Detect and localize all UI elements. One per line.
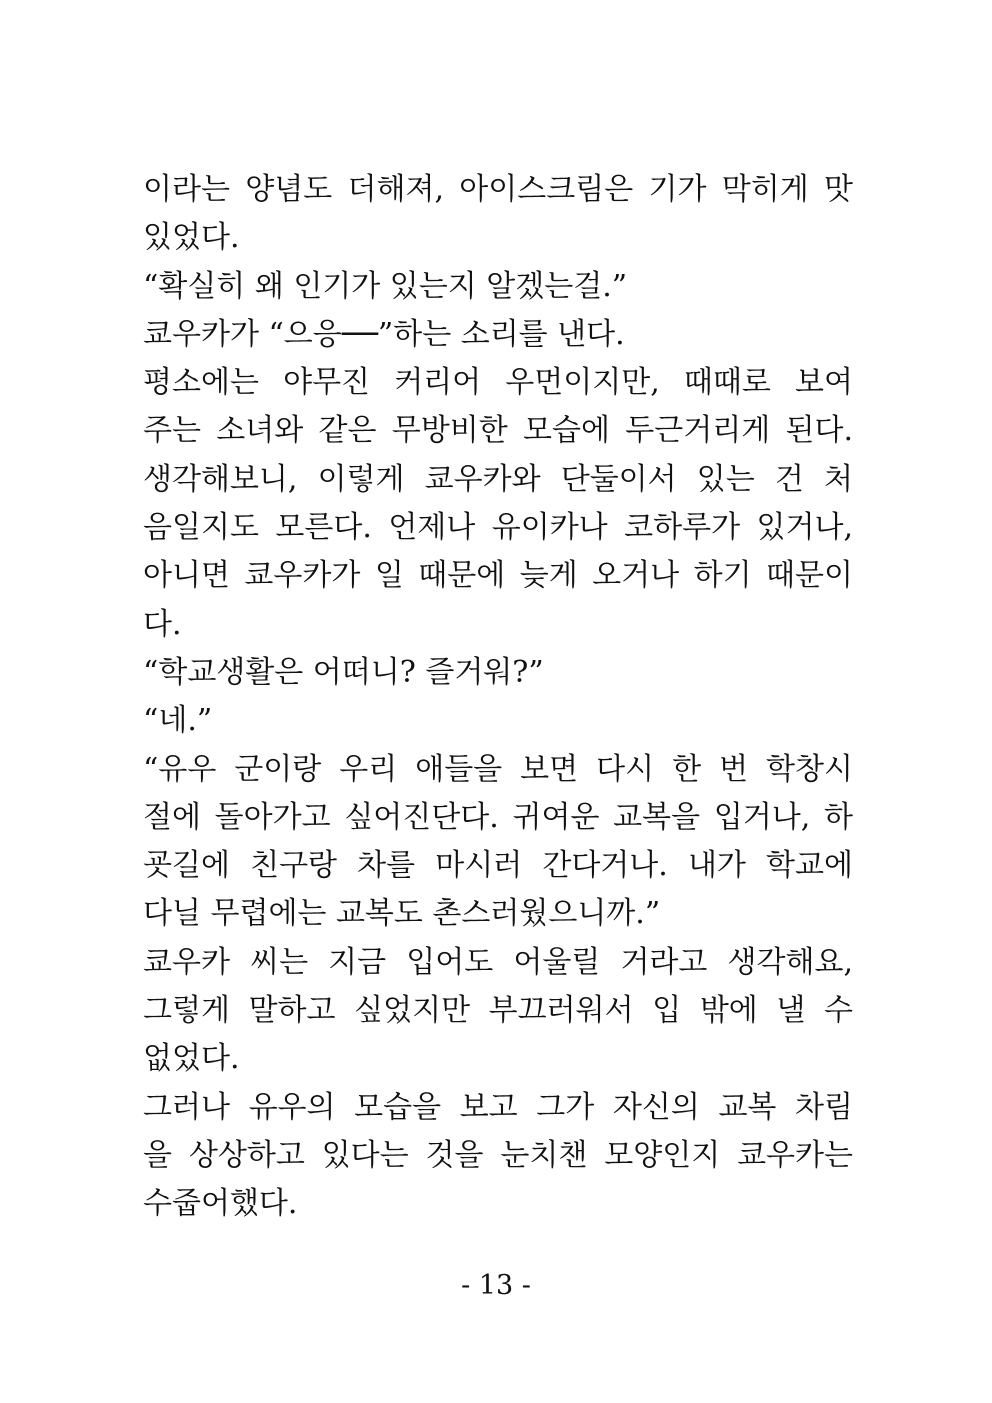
text-line: 아니면 쿄우카가 일 때문에 늦게 오거나 하기 때문이 xyxy=(143,558,853,594)
text-line: “확실히 왜 인기가 있는지 알겠는걸.” xyxy=(143,268,628,304)
text-line: 있었다. xyxy=(143,220,240,256)
text-line: 생각해보니, 이렇게 쿄우카와 단둘이서 있는 건 처 xyxy=(143,461,853,497)
text-line: 없었다. xyxy=(143,1041,240,1077)
text-line: 음일지도 모른다. 언제나 유이카나 코하루가 있거나, xyxy=(143,510,853,546)
text-line: 수줍어했다. xyxy=(143,1186,298,1222)
text-line: 쿄우카가 “으응──”하는 소리를 낸다. xyxy=(143,316,625,352)
body-text xyxy=(143,166,853,1229)
text-line: 주는 소녀와 같은 무방비한 모습에 두근거리게 된다. xyxy=(143,413,853,449)
text-line: 을 상상하고 있다는 것을 눈치챈 모양인지 쿄우카는 xyxy=(143,1137,853,1173)
text-line: “학교생활은 어떠니? 즐거워?” xyxy=(143,654,544,690)
text-line: 그러나 유우의 모습을 보고 그가 자신의 교복 차림 xyxy=(143,1089,853,1125)
text-line: “네.” xyxy=(143,703,213,739)
text-line: 그렇게 말하고 싶었지만 부끄러워서 입 밖에 낼 수 xyxy=(143,993,853,1029)
text-line: 절에 돌아가고 싶어진단다. 귀여운 교복을 입거나, 하 xyxy=(143,799,853,835)
text-line: 다. xyxy=(143,606,182,642)
text-line: 쿄우카 씨는 지금 입어도 어울릴 거라고 생각해요, xyxy=(143,944,853,980)
page-number: - 13 - xyxy=(461,1270,531,1301)
text-line: 평소에는 야무진 커리어 우먼이지만, 때때로 보여 xyxy=(143,365,853,401)
text-line: 굣길에 친구랑 차를 마시러 간다거나. 내가 학교에 xyxy=(143,848,853,884)
text-line: 이라는 양념도 더해져, 아이스크림은 기가 막히게 맛 xyxy=(143,172,853,207)
text-line: 다닐 무렵에는 교복도 촌스러웠으니까.” xyxy=(143,896,661,932)
text-line: “유우 군이랑 우리 애들을 보면 다시 한 번 학창시 xyxy=(143,751,853,787)
